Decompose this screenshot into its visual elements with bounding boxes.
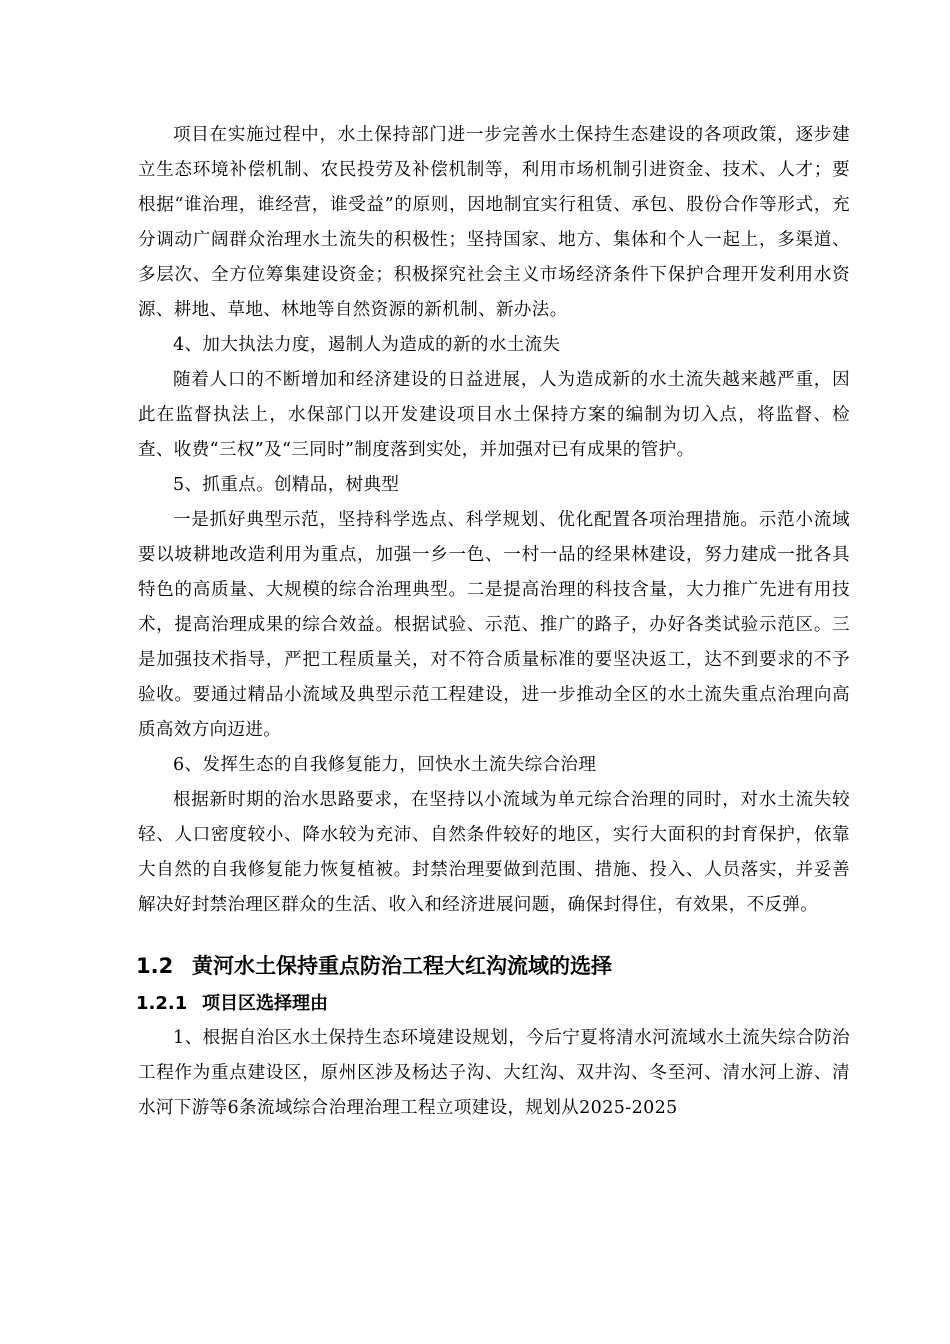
body-paragraph: 根据新时期的治水思路要求，在坚持以小流域为单元综合治理的同时，对水土流失较轻、人口密度较小、降水较为充沛、自然条件较好的地区，实行大面积的封育保护，依靠大自然的自我修复能力恢复植被。封禁治理要做到范围、措施、投入、人员落实，并妥善解决好封禁治理区群众的生活、收入和经济进展问题，确保封得住，有效果，不反弹。 — [138, 790, 850, 915]
section-heading — [136, 945, 850, 987]
body-paragraph: 1、根据自治区水土保持生态环境建设规划，今后宁夏将清水河流域水土流失综合防治工程作为重点建设区，原州区涉及杨达子沟、大红沟、双井沟、冬至河、清水河上游、清水河下游等6条流域综合治理治理工程立项建设，规划从2025-2025 — [138, 1028, 850, 1118]
list-item-heading: 6、发挥生态的自我修复能力，回快水土流失综合治理 — [173, 755, 597, 775]
subsection-heading — [136, 987, 850, 1021]
body-paragraph: 随着人口的不断增加和经济建设的日益进展，人为造成新的水土流失越来越严重，因此在监督执法上，水保部门以开发建设项目水土保持方案的编制为切入点，将监督、检查、收费“三权”及“三同时”制度落到实处，并加强对已有成果的管护。 — [138, 370, 850, 460]
subsection-number: 1.2.1 — [136, 993, 188, 1014]
list-item-heading: 5、抓重点。创精品，树典型 — [173, 475, 400, 495]
body-paragraph: 一是抓好典型示范，坚持科学选点、科学规划、优化配置各项治理措施。示范小流域要以坡耕地改造利用为重点，加强一乡一色、一村一品的经果林建设，努力建成一批各具特色的高质量、大规模的综合治理典型。二是提高治理的科技含量，大力推广先进有用技术，提高治理成果的综合效益。根据试验、示范、推广的路子，办好各类试验示范区。三是加强技术指导，严把工程质量关，对不符合质量标准的要坚决返工，达不到要求的不予验收。要通过精品小流域及典型示范工程建设，进一步推动全区的水土流失重点治理向高质高效方向迈进。 — [138, 510, 850, 740]
subsection-title: 项目区选择理由 — [202, 993, 328, 1014]
body-paragraph: 项目在实施过程中，水土保持部门进一步完善水土保持生态建设的各项政策，逐步建立生态环境补偿机制、农民投劳及补偿机制等，利用市场机制引进资金、技术、人才；要根据“谁治理，谁经营，谁受益”的原则，因地制宜实行租赁、承包、股份合作等形式，充分调动广阔群众治理水土流失的积极性；坚持国家、地方、集体和个人一起上，多渠道、多层次、全方位筹集建设资金；积极探究社会主义市场经济条件下保护合理开发利用水资源、耕地、草地、林地等自然资源的新机制、新办法。 — [138, 125, 850, 320]
document-page — [138, 118, 850, 1126]
section-number: 1.2 — [136, 954, 174, 978]
section-title: 黄河水土保持重点防治工程大红沟流域的选择 — [192, 954, 612, 978]
list-item-heading: 4、加大执法力度，遏制人为造成的新的水土流失 — [173, 335, 561, 355]
